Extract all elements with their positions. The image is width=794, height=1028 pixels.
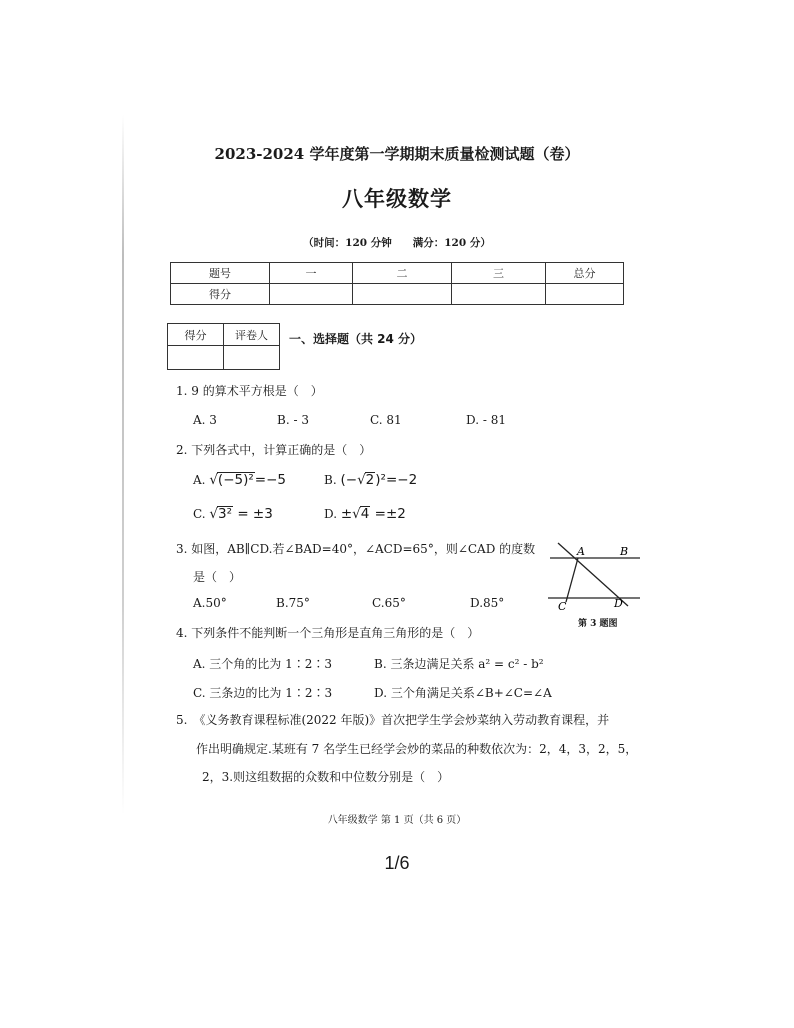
radicand: 3² [218,506,233,522]
score-col-3: 三 [452,263,546,284]
option-letter: A. [193,473,206,487]
score-row-label: 题号 [171,263,270,284]
question-3-stem: 3. 如图，AB∥CD.若∠BAD=40°，∠ACD=65°，则∠CAD 的度数 [176,542,536,556]
figure-caption: 第 3 题图 [578,619,618,629]
option-letter: B. [324,473,337,487]
question-1-option-d: D. - 81 [466,413,506,427]
grader-name-header: 评卷人 [224,324,280,346]
question-5-line-3: 2，3.则这组数据的众数和中位数分别是（ ） [202,770,450,784]
question-1-option-b: B. - 3 [277,413,309,427]
grader-table [167,323,280,370]
score-col-1: 一 [270,263,353,284]
question-2-option-d [324,506,406,522]
expression-prefix: ± [340,506,353,522]
label-d: D [614,597,623,610]
label-c: C [558,600,567,612]
exam-subject: 八年级数学 [342,186,452,211]
score-cell [452,284,546,305]
score-row-label: 得分 [171,284,270,305]
score-cell [546,284,624,305]
question-1-option-c: C. 81 [370,413,402,427]
segment-ac [566,558,578,602]
expression-rest: =−5 [254,472,286,488]
question-3-option-b: B.75° [276,596,310,610]
question-5-line-2: 作出明确规定.某班有 7 名学生已经学会炒的菜品的种数依次为：2，4，3，2，5， [196,742,638,756]
expression-prefix: (− [340,472,358,488]
question-2-option-c [193,506,273,522]
question-4-stem: 4. 下列条件不能判断一个三角形是直角三角形的是（ ） [176,626,480,640]
grader-cell [168,346,224,370]
grader-header-row [168,324,280,346]
question-3-option-a: A.50° [193,596,227,610]
question-4-option-d: D. 三个角满足关系∠B+∠C=∠A [374,686,552,700]
expression-rest: =±2 [370,506,406,522]
option-letter: C. [193,507,206,521]
question-3-figure [540,540,644,612]
question-3-option-d: D.85° [470,596,505,610]
question-2-option-a [193,472,286,488]
score-cell [353,284,452,305]
score-col-total: 总分 [546,263,624,284]
question-4-option-a: A. 三个角的比为 1∶2∶3 [193,657,333,671]
section-title: 一、选择题（共 24 分） [289,332,423,346]
question-2-stem: 2. 下列各式中，计算正确的是（ ） [176,443,372,457]
exam-meta: （时间：120 分钟 满分：120 分） [303,237,491,249]
radical-expression: ±√4 =±2 [340,506,406,522]
page-footer: 八年级数学 第 1 页（共 6 页） [327,815,467,826]
score-table-header-row [171,263,624,284]
radical-expression: √(−5)²=−5 [209,472,286,488]
question-3-option-c: C.65° [372,596,406,610]
score-table-score-row [171,284,624,305]
radicand: (−5)² [217,472,254,488]
radical-expression: √3² = ±3 [209,506,273,522]
label-a: A [577,545,585,558]
radical-expression: (−√2)²=−2 [340,472,418,488]
question-4-option-c: C. 三条边的比为 1∶2∶3 [193,686,333,700]
scan-edge-line [122,115,124,815]
exam-title: 2023-2024 学年度第一学期期末质量检测试题（卷） [214,145,580,163]
question-3-stem-continued: 是（ ） [193,570,242,584]
radicand: 4 [360,506,370,522]
question-2-option-b [324,472,417,488]
page-indicator: 1/6 [384,853,410,873]
grader-score-header: 得分 [168,324,224,346]
expression-rest: = ±3 [233,506,273,522]
question-1-stem: 1. 9 的算术平方根是（ ） [176,384,323,398]
question-1-option-a: A. 3 [193,413,217,427]
question-4-option-b: B. 三条边满足关系 a² = c² - b² [374,657,544,671]
grader-cell [224,346,280,370]
label-b: B [620,545,629,558]
radicand: 2 [365,472,375,488]
score-col-2: 二 [353,263,452,284]
score-table [170,262,624,305]
grader-blank-row [168,346,280,370]
question-5-line-1: 5. 《义务教育课程标准(2022 年版)》首次把学生学会炒菜纳入劳动教育课程，并 [176,713,610,727]
option-letter: D. [324,507,338,521]
expression-rest: )²=−2 [375,472,418,488]
score-cell [270,284,353,305]
